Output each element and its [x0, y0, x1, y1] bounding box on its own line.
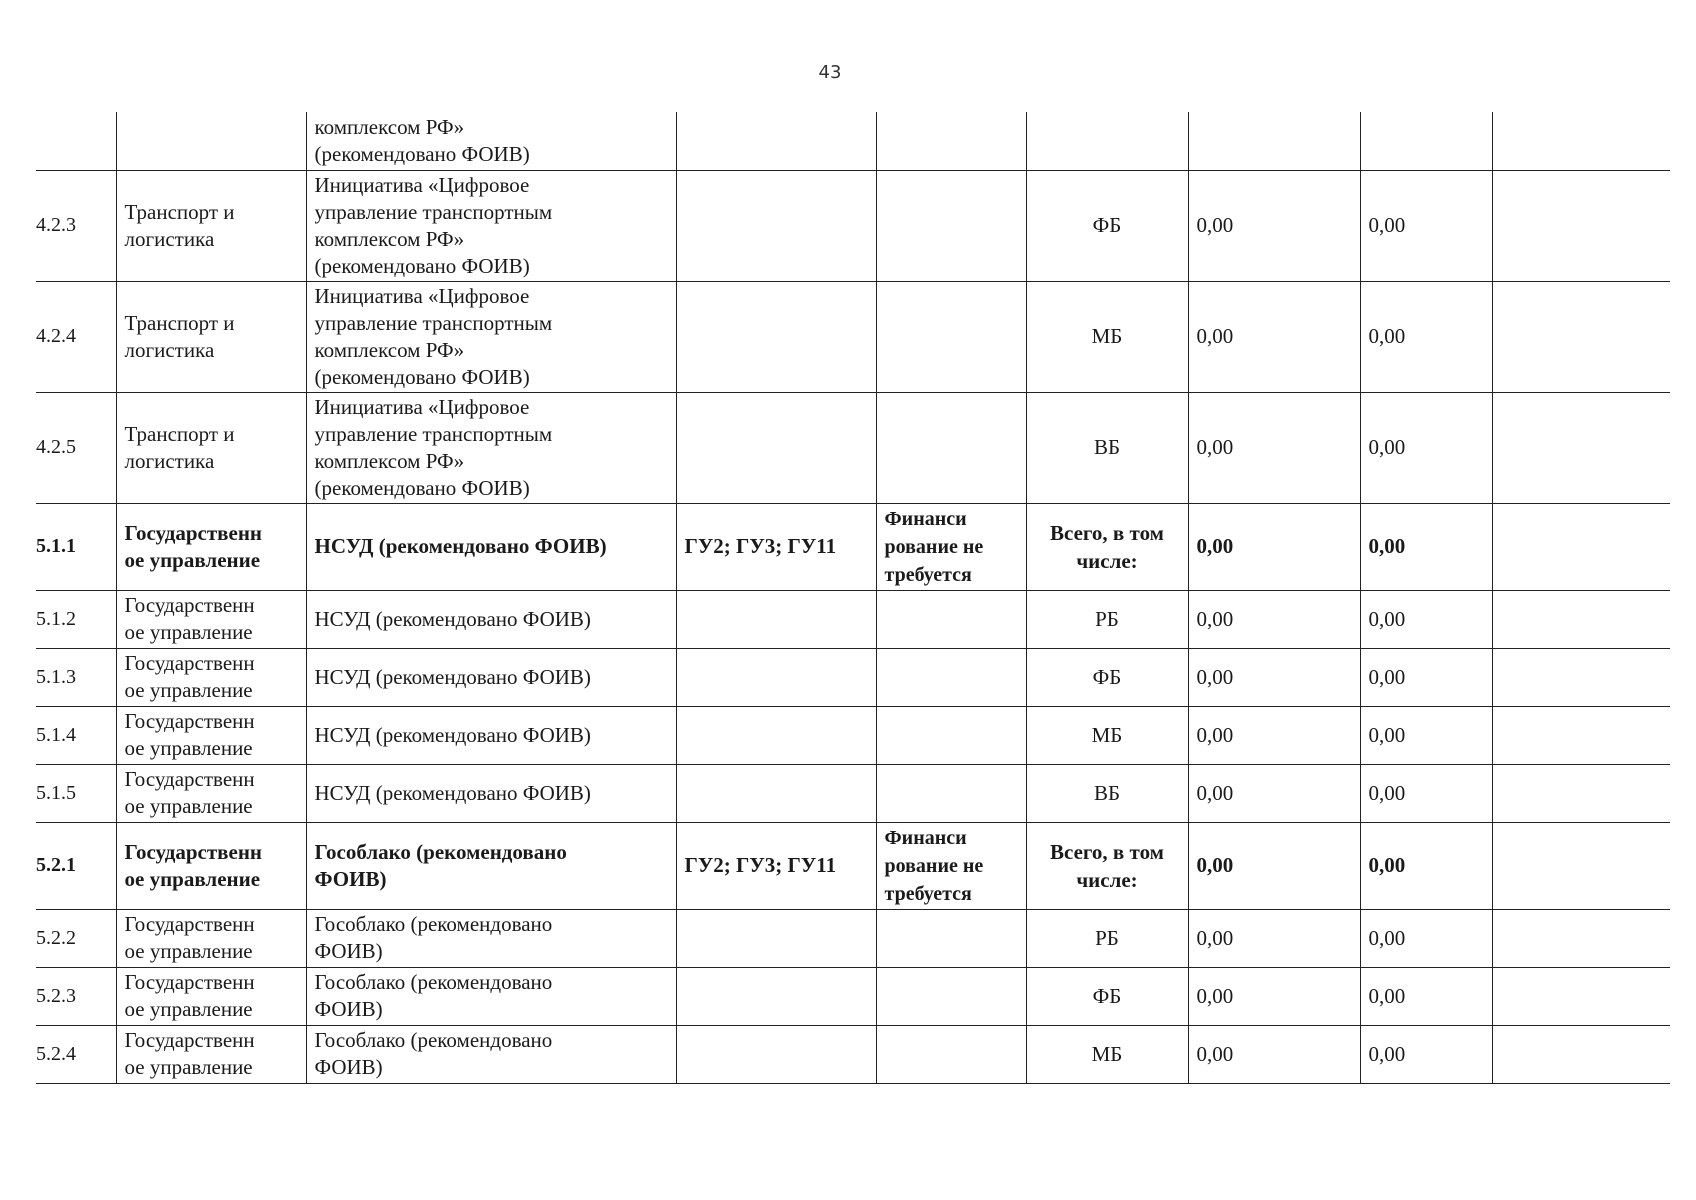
- row-code: 5.1.4: [36, 706, 116, 764]
- row-financing-note: [876, 590, 1026, 648]
- table-row: [36, 967, 1670, 1025]
- row-empty-cell: [1492, 764, 1670, 822]
- row-funding-source: ФБ: [1026, 967, 1188, 1025]
- row-financing-note: [876, 909, 1026, 967]
- financing-table: [36, 112, 1670, 1084]
- row-financing-note: [876, 392, 1026, 503]
- row-financing-note: [876, 1025, 1026, 1083]
- row-value-1: 0,00: [1188, 967, 1360, 1025]
- row-funding-source: РБ: [1026, 590, 1188, 648]
- row-gu-codes: [676, 281, 876, 392]
- row-initiative: Гособлако (рекомендовано ФОИВ): [306, 909, 676, 967]
- row-empty-cell: [1492, 1025, 1670, 1083]
- row-gu-codes: [676, 392, 876, 503]
- row-sector: Государственн ое управление: [116, 648, 306, 706]
- row-financing-note: Финанси рование не требуется: [876, 503, 1026, 590]
- row-value-1: 0,00: [1188, 392, 1360, 503]
- row-funding-source: ФБ: [1026, 170, 1188, 281]
- row-value-2: 0,00: [1360, 706, 1492, 764]
- row-empty-cell: [1492, 392, 1670, 503]
- row-value-2: 0,00: [1360, 170, 1492, 281]
- row-financing-note: [876, 967, 1026, 1025]
- row-gu-codes: [676, 967, 876, 1025]
- row-empty-cell: [1492, 112, 1670, 170]
- table-row: [36, 909, 1670, 967]
- row-value-1: 0,00: [1188, 1025, 1360, 1083]
- row-sector: Государственн ое управление: [116, 1025, 306, 1083]
- table-row: [36, 764, 1670, 822]
- row-initiative: Гособлако (рекомендовано ФОИВ): [306, 1025, 676, 1083]
- row-value-1: 0,00: [1188, 764, 1360, 822]
- table-row: [36, 648, 1670, 706]
- row-gu-codes: [676, 706, 876, 764]
- row-empty-cell: [1492, 281, 1670, 392]
- row-sector: Государственн ое управление: [116, 590, 306, 648]
- table-body: [36, 112, 1670, 1083]
- row-sector: Государственн ое управление: [116, 503, 306, 590]
- row-value-1: 0,00: [1188, 503, 1360, 590]
- row-initiative: НСУД (рекомендовано ФОИВ): [306, 503, 676, 590]
- row-initiative: Гособлако (рекомендовано ФОИВ): [306, 822, 676, 909]
- row-initiative: НСУД (рекомендовано ФОИВ): [306, 590, 676, 648]
- row-initiative: Гособлако (рекомендовано ФОИВ): [306, 967, 676, 1025]
- row-value-2: 0,00: [1360, 392, 1492, 503]
- row-sector: Транспорт и логистика: [116, 392, 306, 503]
- row-initiative: Инициатива «Цифровое управление транспортным комплексом РФ» (рекомендовано ФОИВ): [306, 392, 676, 503]
- row-code: 4.2.4: [36, 281, 116, 392]
- row-value-2: 0,00: [1360, 281, 1492, 392]
- row-gu-codes: [676, 112, 876, 170]
- row-code: 4.2.3: [36, 170, 116, 281]
- row-code: 5.1.1: [36, 503, 116, 590]
- row-value-2: 0,00: [1360, 822, 1492, 909]
- row-financing-note: [876, 170, 1026, 281]
- row-funding-source: ВБ: [1026, 392, 1188, 503]
- row-gu-codes: [676, 590, 876, 648]
- table-row: [36, 112, 1670, 170]
- row-gu-codes: [676, 764, 876, 822]
- row-value-2: 0,00: [1360, 967, 1492, 1025]
- row-sector: Транспорт и логистика: [116, 170, 306, 281]
- row-funding-source: Всего, в том числе:: [1026, 503, 1188, 590]
- table-row: [36, 503, 1670, 590]
- row-value-1: 0,00: [1188, 281, 1360, 392]
- row-financing-note: [876, 648, 1026, 706]
- row-gu-codes: [676, 170, 876, 281]
- row-initiative: НСУД (рекомендовано ФОИВ): [306, 764, 676, 822]
- row-financing-note: [876, 112, 1026, 170]
- row-initiative: комплексом РФ» (рекомендовано ФОИВ): [306, 112, 676, 170]
- row-code: 5.2.4: [36, 1025, 116, 1083]
- row-value-1: 0,00: [1188, 590, 1360, 648]
- row-code: 4.2.5: [36, 392, 116, 503]
- row-empty-cell: [1492, 590, 1670, 648]
- row-value-2: 0,00: [1360, 1025, 1492, 1083]
- row-financing-note: Финанси рование не требуется: [876, 822, 1026, 909]
- row-funding-source: МБ: [1026, 706, 1188, 764]
- row-value-2: 0,00: [1360, 764, 1492, 822]
- page-number: 43: [818, 62, 842, 83]
- row-code: 5.2.2: [36, 909, 116, 967]
- table-row: [36, 706, 1670, 764]
- row-empty-cell: [1492, 706, 1670, 764]
- row-code: 5.1.2: [36, 590, 116, 648]
- table-row: [36, 170, 1670, 281]
- row-code: [36, 112, 116, 170]
- row-sector: [116, 112, 306, 170]
- row-initiative: Инициатива «Цифровое управление транспортным комплексом РФ» (рекомендовано ФОИВ): [306, 281, 676, 392]
- row-value-1: 0,00: [1188, 909, 1360, 967]
- row-sector: Государственн ое управление: [116, 967, 306, 1025]
- row-value-2: [1360, 112, 1492, 170]
- row-sector: Государственн ое управление: [116, 764, 306, 822]
- row-gu-codes: [676, 909, 876, 967]
- row-empty-cell: [1492, 909, 1670, 967]
- row-sector: Государственн ое управление: [116, 822, 306, 909]
- row-sector: Государственн ое управление: [116, 706, 306, 764]
- row-value-2: 0,00: [1360, 909, 1492, 967]
- row-initiative: НСУД (рекомендовано ФОИВ): [306, 648, 676, 706]
- row-code: 5.2.1: [36, 822, 116, 909]
- row-funding-source: МБ: [1026, 281, 1188, 392]
- row-gu-codes: ГУ2; ГУ3; ГУ11: [676, 822, 876, 909]
- table-row: [36, 1025, 1670, 1083]
- table-row: [36, 392, 1670, 503]
- row-funding-source: ФБ: [1026, 648, 1188, 706]
- table-row: [36, 281, 1670, 392]
- row-financing-note: [876, 281, 1026, 392]
- row-sector: Транспорт и логистика: [116, 281, 306, 392]
- row-financing-note: [876, 706, 1026, 764]
- row-gu-codes: [676, 1025, 876, 1083]
- row-empty-cell: [1492, 503, 1670, 590]
- row-empty-cell: [1492, 967, 1670, 1025]
- row-empty-cell: [1492, 822, 1670, 909]
- row-value-1: 0,00: [1188, 706, 1360, 764]
- row-gu-codes: [676, 648, 876, 706]
- row-funding-source: Всего, в том числе:: [1026, 822, 1188, 909]
- row-value-2: 0,00: [1360, 590, 1492, 648]
- row-gu-codes: ГУ2; ГУ3; ГУ11: [676, 503, 876, 590]
- row-value-2: 0,00: [1360, 648, 1492, 706]
- row-funding-source: [1026, 112, 1188, 170]
- row-value-1: 0,00: [1188, 648, 1360, 706]
- row-funding-source: МБ: [1026, 1025, 1188, 1083]
- row-code: 5.1.3: [36, 648, 116, 706]
- row-funding-source: ВБ: [1026, 764, 1188, 822]
- row-code: 5.1.5: [36, 764, 116, 822]
- table-row: [36, 822, 1670, 909]
- row-funding-source: РБ: [1026, 909, 1188, 967]
- row-sector: Государственн ое управление: [116, 909, 306, 967]
- table-row: [36, 590, 1670, 648]
- row-initiative: НСУД (рекомендовано ФОИВ): [306, 706, 676, 764]
- row-value-2: 0,00: [1360, 503, 1492, 590]
- row-financing-note: [876, 764, 1026, 822]
- row-value-1: 0,00: [1188, 170, 1360, 281]
- row-empty-cell: [1492, 170, 1670, 281]
- row-code: 5.2.3: [36, 967, 116, 1025]
- row-value-1: 0,00: [1188, 822, 1360, 909]
- row-value-1: [1188, 112, 1360, 170]
- row-initiative: Инициатива «Цифровое управление транспортным комплексом РФ» (рекомендовано ФОИВ): [306, 170, 676, 281]
- row-empty-cell: [1492, 648, 1670, 706]
